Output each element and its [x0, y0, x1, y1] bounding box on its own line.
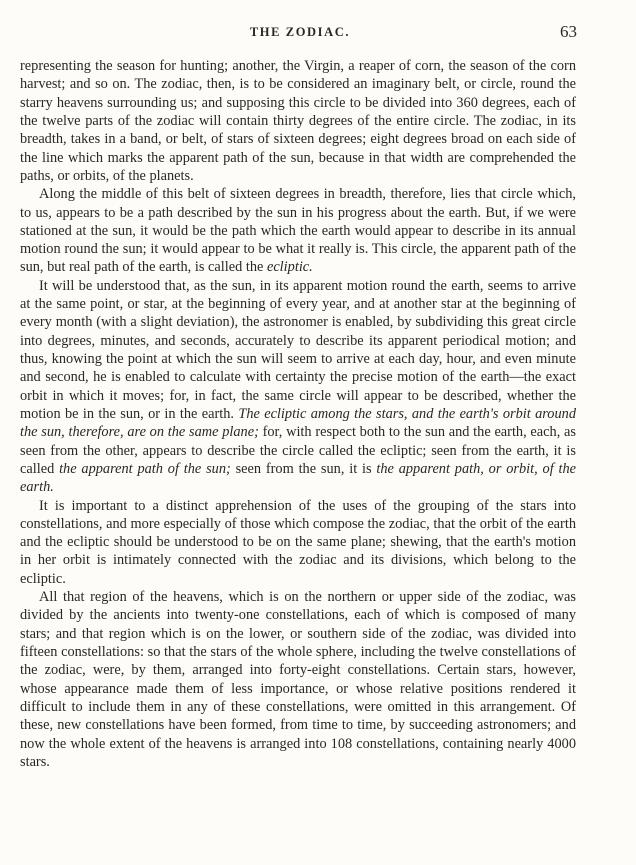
italic-text: The ecliptic among the stars, and the earth's orbit around the sun, therefore, are on the same plane;: [20, 405, 576, 441]
text-run: It is important to a distinct apprehension of the uses of the grouping of the stars into constellations, and more especially of those which compose the zodiac, that the orbit of the earth and the ecliptic should be understood to be on the same plane; shewing, that the earth's motion in her orbit is intimately connected with the zodiac and its divisions, which belong to the ecliptic.: [20, 497, 576, 587]
italic-text: ecliptic.: [266, 259, 313, 276]
text-run: All that region of the heavens, which is on the northern or upper side of the zodiac, was divided by the ancients into twenty-one constellations, each of which is composed of many stars; and that region which is on the lower, or southern side of the zodiac, was divided into fifteen constellations: so that the stars of the whole sphere, including the twelve constellations of the zodiac, were, by them, arranged into forty-eight constellations. Certain stars, however, whose appearance made them of less importance, or whose relative positions rendered it difficult to include them in any of these constellations, were omitted in this arrangement. Of these, new constellations have been formed, from time to time, by succeeding astronomers; and now the whole extent of the heavens is arranged into 108 constellations, containing nearly 4000 stars.: [20, 589, 576, 770]
paragraph: [20, 57, 576, 185]
paragraph: [20, 185, 576, 277]
running-head: [0, 22, 636, 42]
paragraph: [20, 497, 576, 589]
text-run: It will be understood that, as the sun, in its apparent motion round the earth, seems to arrive at the same point, or star, at the beginning of every year, and at another star at the beginning of every month (with a slight deviation), the astronomer is enabled, by subdividing this great circle into degrees, minutes, and seconds, accurately to describe its apparent periodical motion; and thus, knowing the point at which the sun will seem to arrive at each day, hour, and even minute and second, he is enabled to calculate with certainty the precise motion of the earth—the exact orbit in which it moves; for, in fact, the same circle will appear to be described, whether the motion be in the sun, or in the earth.: [20, 277, 576, 422]
text-run: seen from the sun, it is: [230, 460, 377, 477]
running-title: THE ZODIAC.: [249, 25, 351, 39]
body-text: [20, 57, 576, 771]
italic-text: the apparent path, or orbit, of the earth.: [20, 460, 577, 496]
text-run: representing the season for hunting; another, the Virgin, a reaper of corn, the season of the corn harvest; and so on. The zodiac, then, is to be considered an imaginary belt, or circle, round the starry heavens surrounding us; and supposing this circle to be divided into 360 degrees, each of the twelve parts of the zodiac will contain thirty degrees of the entire circle. The zodiac, in its breadth, takes in a band, or belt, of stars of sixteen degrees; eight degrees broad on each side of the line which marks the apparent path of the sun, because in that width are comprehended the paths, or orbits, of the planets.: [20, 58, 576, 184]
paragraph: [20, 277, 576, 497]
text-run: Along the middle of this belt of sixteen degrees in breadth, therefore, lies that circle which, to us, appears to be a path described by the sun in his progress about the earth. But, if we were stationed at the sun, it would be the path which the earth would appear to describe in its annual motion round the sun; it would appear to be what it really is. This circle, the apparent path of the sun, but real path of the earth, is called the: [20, 186, 576, 276]
paragraph: [20, 588, 576, 771]
page-number: 63: [560, 22, 577, 41]
italic-text: the apparent path of the sun;: [59, 460, 231, 477]
text-run: for, with respect both to the sun and the earth, each, as seen from the other, appears to describe the circle called the ecliptic; seen from the earth, it is called: [20, 424, 576, 477]
